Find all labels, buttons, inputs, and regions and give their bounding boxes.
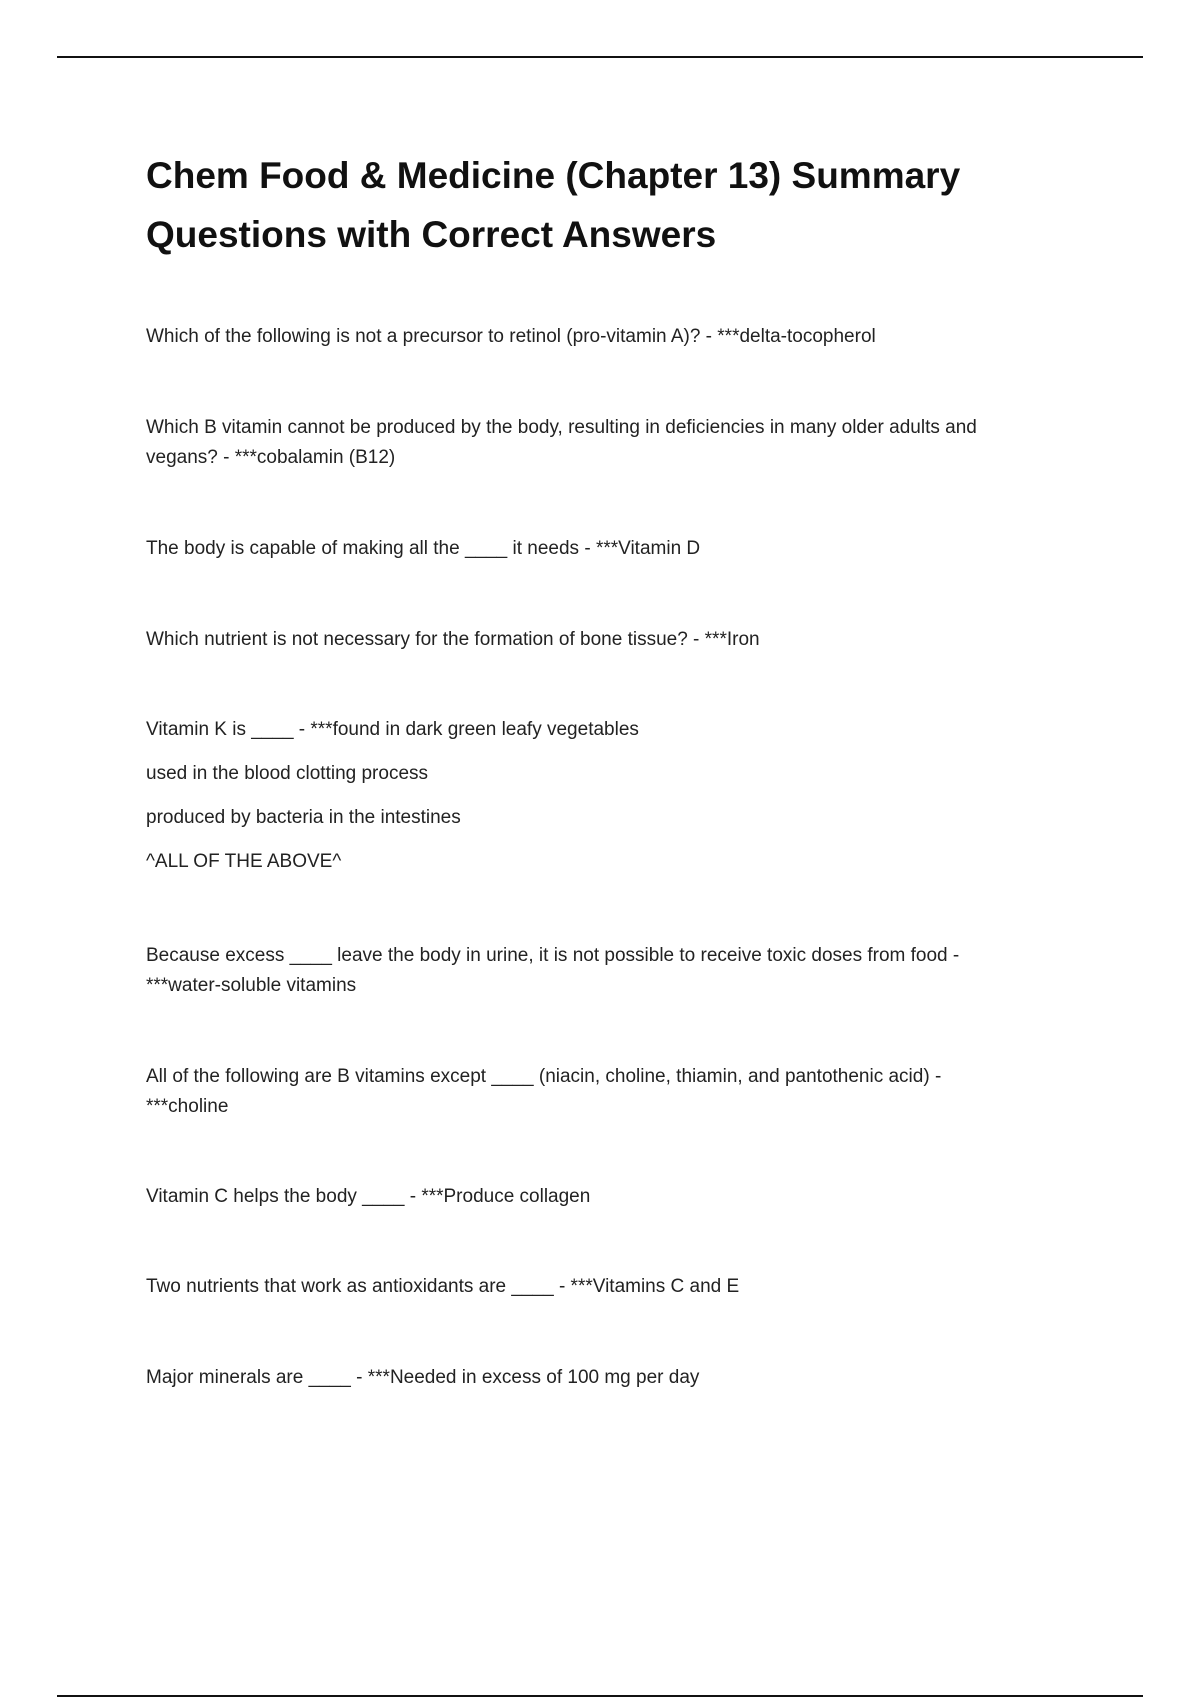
qa-text: Two nutrients that work as antioxidants are ____ - ***Vitamins C and E bbox=[146, 1276, 740, 1297]
qa-item-3 bbox=[146, 534, 1066, 564]
page-title bbox=[146, 146, 1066, 264]
qa-text: produced by bacteria in the intestines bbox=[146, 807, 461, 828]
qa-text: Which of the following is not a precursor to retinol (pro-vitamin A)? - ***delta-tocopherol bbox=[146, 326, 876, 347]
qa-text: used in the blood clotting process bbox=[146, 763, 429, 784]
qa-text: Which B vitamin cannot be produced by the body, resulting in deficiencies in many older adults and bbox=[146, 417, 977, 438]
qa-item-7 bbox=[146, 1062, 1066, 1122]
qa-item-9 bbox=[146, 1272, 1066, 1302]
qa-item-6 bbox=[146, 941, 1066, 1001]
qa-text: Because excess ____ leave the body in urine, it is not possible to receive toxic doses from food - bbox=[146, 945, 960, 966]
qa-item-4 bbox=[146, 625, 1066, 655]
bottom-divider bbox=[57, 1695, 1143, 1697]
qa-text: The body is capable of making all the ____ it needs - ***Vitamin D bbox=[146, 538, 701, 559]
title-line-2: Questions with Correct Answers bbox=[146, 214, 717, 255]
qa-text: All of the following are B vitamins except ____ (niacin, choline, thiamin, and pantothenic acid) - bbox=[146, 1066, 942, 1087]
qa-text: ***choline bbox=[146, 1096, 229, 1117]
top-divider bbox=[57, 56, 1143, 58]
qa-item-5 bbox=[146, 715, 1066, 891]
qa-item-8 bbox=[146, 1182, 1066, 1212]
qa-text: Vitamin K is ____ - ***found in dark green leafy vegetables bbox=[146, 719, 639, 740]
qa-text: ***water-soluble vitamins bbox=[146, 975, 357, 996]
qa-text: Major minerals are ____ - ***Needed in excess of 100 mg per day bbox=[146, 1367, 700, 1388]
qa-item-1 bbox=[146, 322, 1066, 352]
qa-text: Which nutrient is not necessary for the formation of bone tissue? - ***Iron bbox=[146, 629, 760, 650]
qa-text: vegans? - ***cobalamin (B12) bbox=[146, 447, 396, 468]
qa-text: Vitamin C helps the body ____ - ***Produce collagen bbox=[146, 1186, 591, 1207]
qa-text: ^ALL OF THE ABOVE^ bbox=[146, 851, 342, 872]
qa-item-10 bbox=[146, 1363, 1066, 1393]
qa-item-2 bbox=[146, 413, 1066, 473]
title-line-1: Chem Food & Medicine (Chapter 13) Summary bbox=[146, 155, 961, 196]
